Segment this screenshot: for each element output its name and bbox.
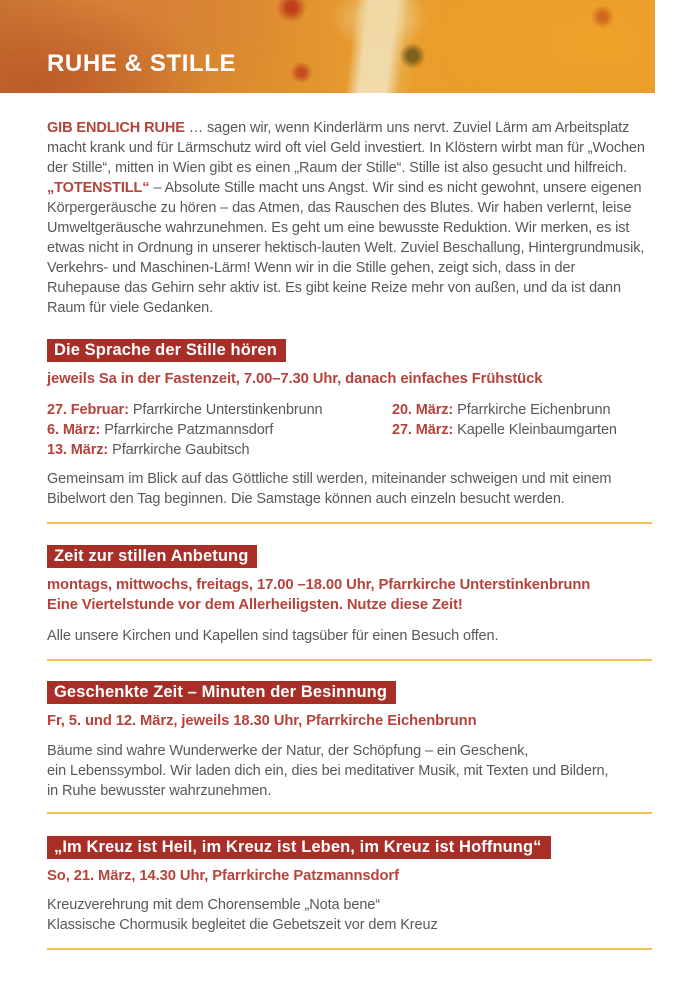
- body-line-3: in Ruhe bewusster wahrzunehmen.: [47, 783, 272, 799]
- body-line-2: Klassische Chormusik begleitet die Gebetszeit vor dem Kreuz: [47, 917, 438, 933]
- section-divider: [47, 659, 652, 661]
- section-heading-badge: „Im Kreuz ist Heil, im Kreuz ist Leben, im Kreuz ist Hoffnung“: [47, 836, 551, 859]
- body-line-1: Bäume sind wahre Wunderwerke der Natur, der Schöpfung – ein Geschenk,: [47, 743, 529, 759]
- section-body-text: Alle unsere Kirchen und Kapellen sind tagsüber für einen Besuch offen.: [47, 628, 499, 644]
- body-line-2: ein Lebenssymbol. Wir laden dich ein, dies bei meditativer Musik, mit Texten und Bildern,: [47, 763, 609, 779]
- date-item: [392, 420, 652, 440]
- section-divider: [47, 522, 652, 524]
- date-item: [47, 420, 392, 440]
- section-body-text: [47, 741, 652, 801]
- header-banner: [0, 0, 655, 93]
- section-schedule-line: jeweils Sa in der Fastenzeit, 7.00–7.30 Uhr, danach einfaches Frühstück: [47, 371, 543, 387]
- date-label: 20. März:: [392, 402, 454, 418]
- date-label: 27. Februar:: [47, 402, 129, 418]
- section-heading-badge: Die Sprache der Stille hören: [47, 339, 286, 362]
- dates-column-right: [392, 400, 652, 460]
- date-place: Pfarrkirche Patzmannsdorf: [104, 422, 274, 438]
- date-place: Pfarrkirche Unterstinkenbrunn: [132, 402, 323, 418]
- dates-list: [47, 400, 652, 460]
- date-place: Pfarrkirche Gaubitsch: [112, 442, 250, 458]
- intro-body-text-2: – Absolute Stille macht uns Angst. Wir sind es nicht gewohnt, unsere eigenen Körpergeräusche zu hören – das Atmen, das Rauschen des Blutes. Wir haben verlernt, leise Umweltgeräusche wahrzunehmen. Es geht um eine bewusste Reduktion. Wir merken, es ist etwas nicht in Ordnung in unserer hektisch-lauten Welt. Zuviel Beschallung, Hintergrundmusik, Verkehrs- und Maschinen-Lärm! Wenn wir in die Stille gehen, zeigt sich, dass in der Ruhepause das Gehirn sehr aktiv ist. Es gibt keine Reize mehr von außen, und da ist dann Raum für viele Gedanken.: [47, 180, 645, 316]
- date-label: 27. März:: [392, 422, 454, 438]
- section-heading-row: [47, 545, 652, 568]
- date-item: [47, 440, 392, 460]
- section-geschenkte-zeit: [47, 681, 652, 814]
- section-divider: [47, 812, 652, 814]
- intro-lead-text: GIB ENDLICH RUHE: [47, 120, 185, 136]
- date-label: 6. März:: [47, 422, 101, 438]
- intro-body-text-1: … sagen wir, wenn Kinderlärm uns nervt. Zuviel Lärm am Arbeitsplatz macht krank und für Lärmschutz wird oft viel Geld investiert. In Klöstern wirbt man für „Wochen der Stille“, mitten in Wien gibt es einen „Raum der Stille“. Stille ist also gesucht und hilfreich.: [47, 120, 645, 176]
- schedule-line-1: montags, mittwochs, freitags, 17.00 –18.00 Uhr, Pfarrkirche Unterstinkenbrunn: [47, 577, 591, 593]
- section-body-text: [47, 895, 652, 935]
- section-heading-row: [47, 681, 652, 704]
- section-schedule-line: Fr, 5. und 12. März, jeweils 18.30 Uhr, Pfarrkirche Eichenbrunn: [47, 713, 477, 729]
- date-item: [392, 400, 652, 420]
- date-place: Pfarrkirche Eichenbrunn: [457, 402, 611, 418]
- section-divider: [47, 948, 652, 950]
- section-sprache-der-stille: [47, 339, 652, 524]
- section-heading-row: [47, 339, 652, 362]
- section-heading-row: [47, 836, 652, 859]
- section-heading-badge: Geschenkte Zeit – Minuten der Besinnung: [47, 681, 396, 704]
- date-place: Kapelle Kleinbaumgarten: [457, 422, 617, 438]
- date-label: 13. März:: [47, 442, 109, 458]
- section-im-kreuz: [47, 836, 652, 950]
- section-schedule-line: So, 21. März, 14.30 Uhr, Pfarrkirche Patzmannsdorf: [47, 868, 399, 884]
- section-body-text: Gemeinsam im Blick auf das Göttliche still werden, miteinander schweigen und mit einem Bibelwort den Tag beginnen. Die Samstage können auch einzeln besucht werden.: [47, 471, 612, 507]
- intro-paragraph: [47, 118, 652, 318]
- section-heading-badge: Zeit zur stillen Anbetung: [47, 545, 257, 568]
- section-schedule-line: [47, 575, 652, 615]
- schedule-line-2: Eine Viertelstunde vor dem Allerheiligsten. Nutze diese Zeit!: [47, 597, 463, 613]
- content-area: [0, 118, 699, 950]
- intro-totenstill-text: „TOTENSTILL“: [47, 180, 150, 196]
- body-line-1: Kreuzverehrung mit dem Chorensemble „Nota bene“: [47, 897, 380, 913]
- dates-column-left: [47, 400, 392, 460]
- date-item: [47, 400, 392, 420]
- page-title: RUHE & STILLE: [47, 50, 237, 77]
- section-stille-anbetung: [47, 545, 652, 661]
